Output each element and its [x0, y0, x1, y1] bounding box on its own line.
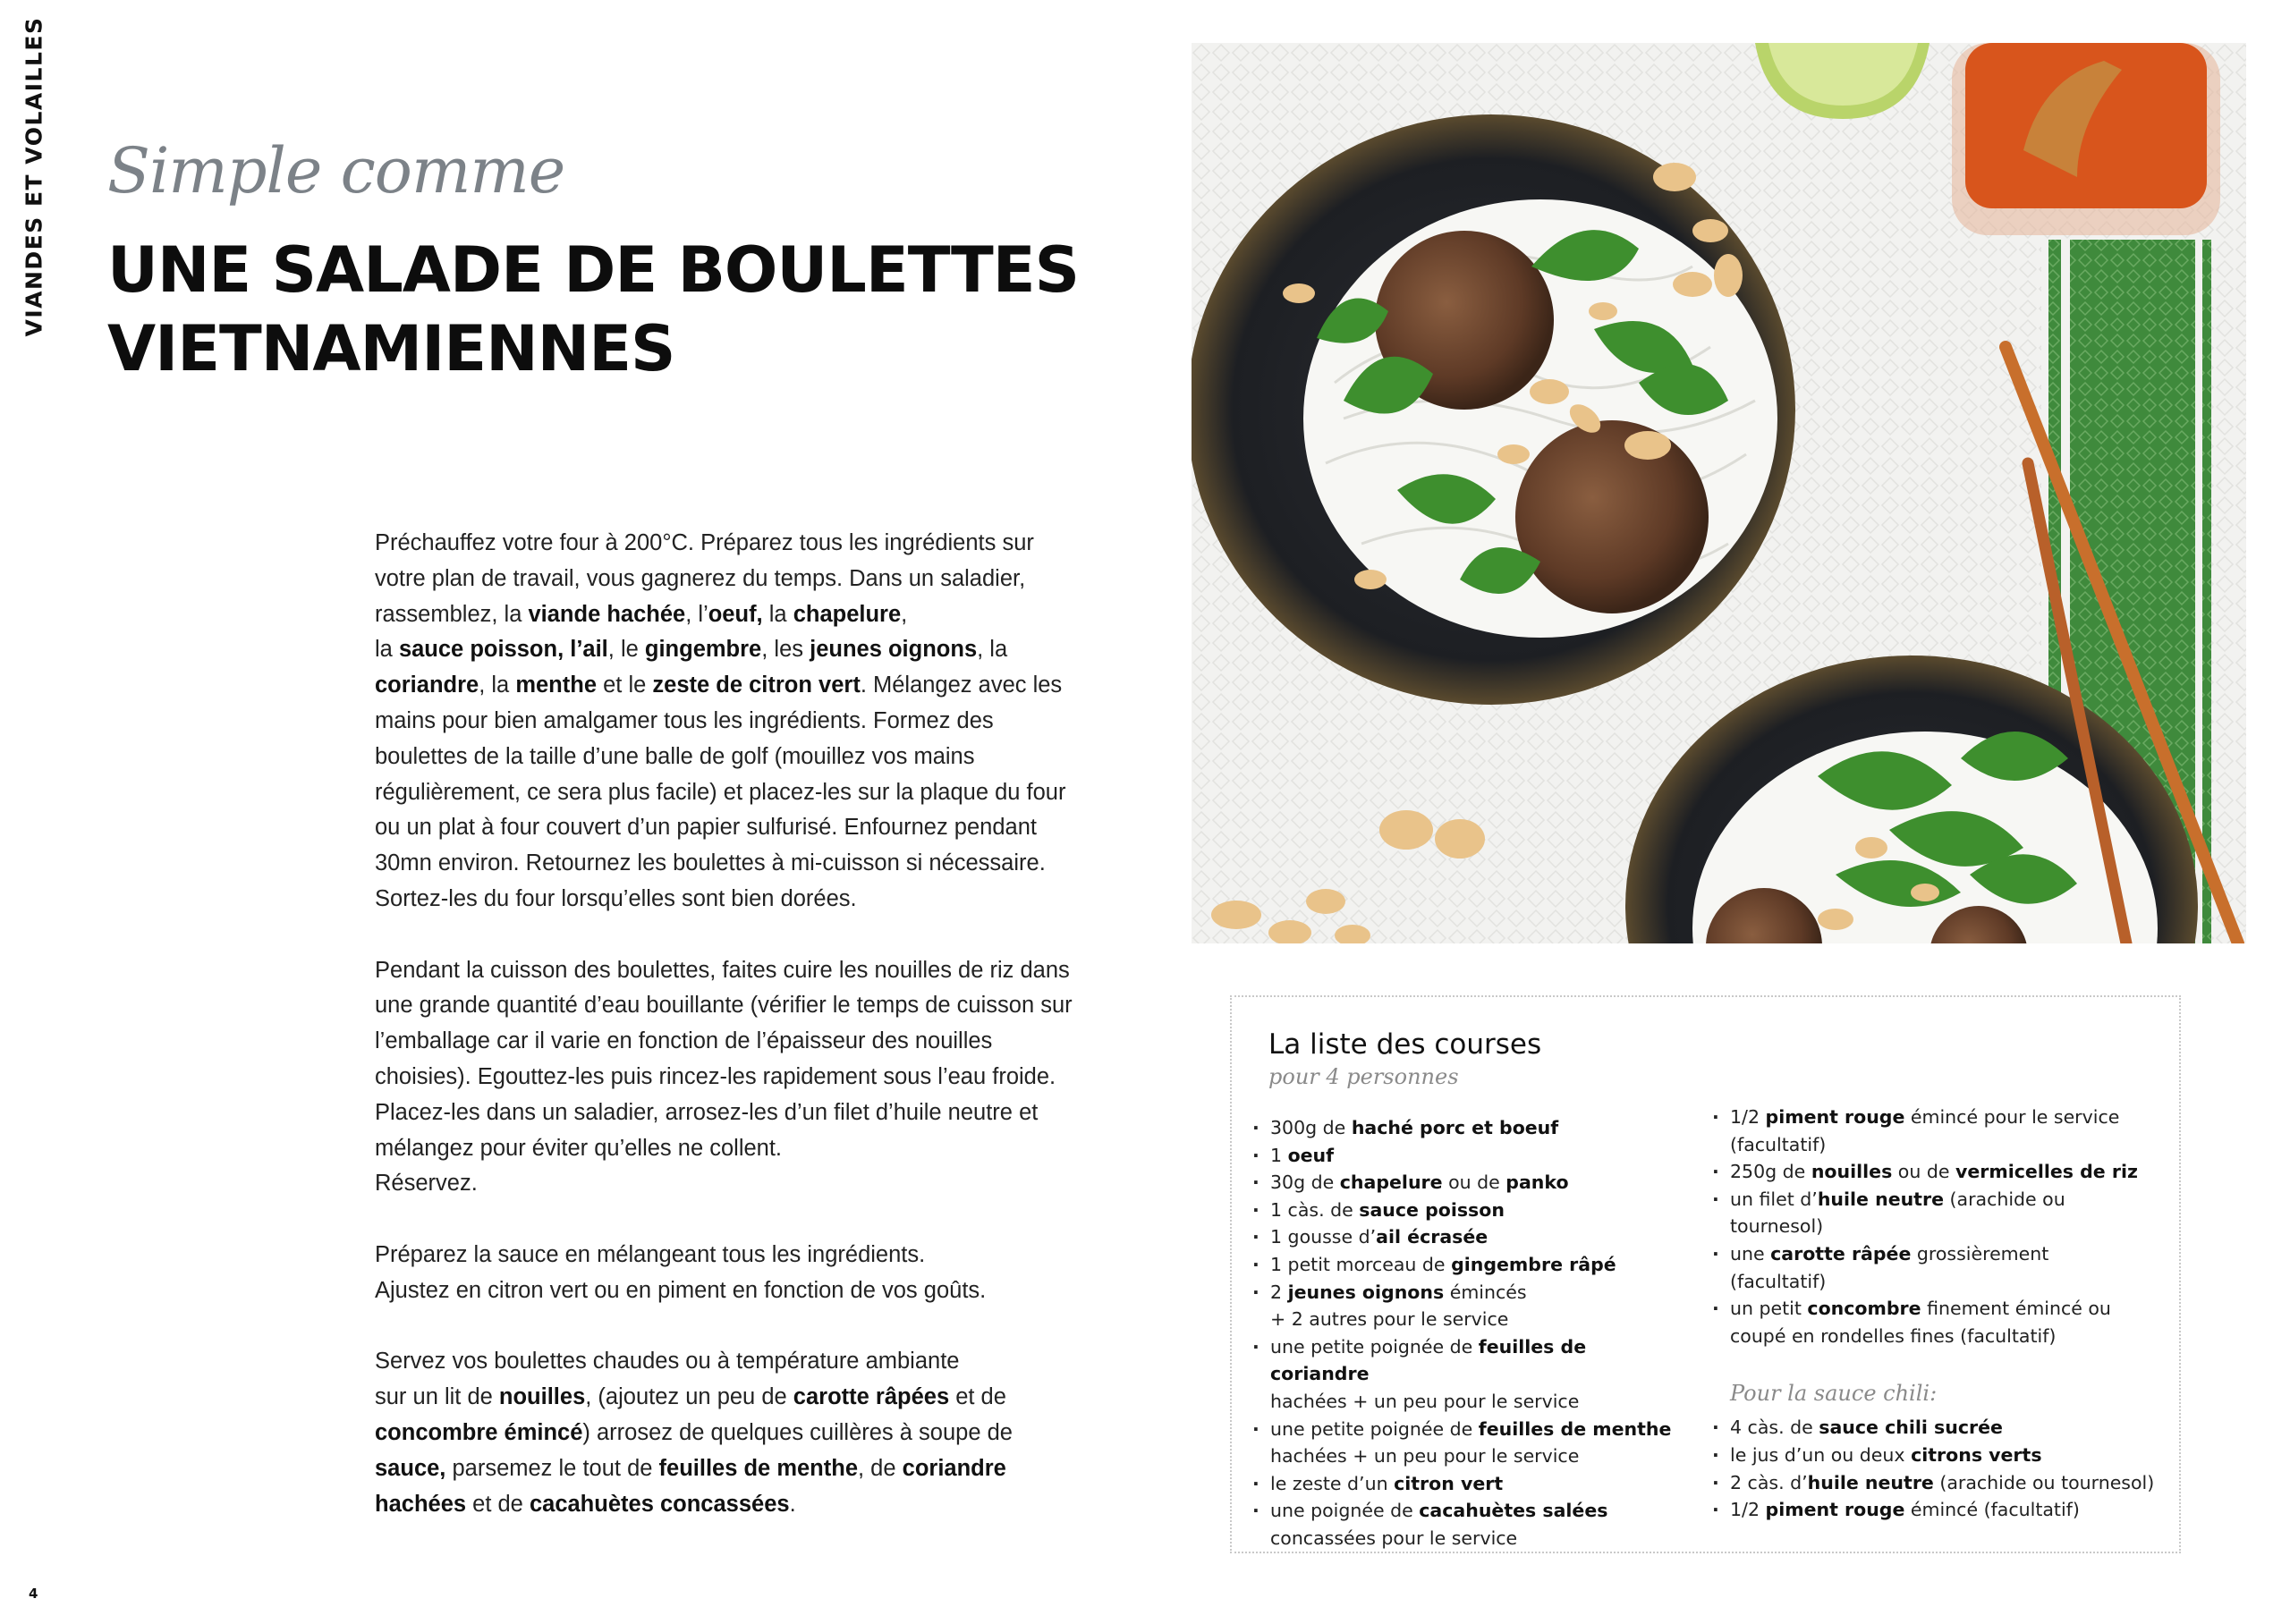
ingredient-highlight: concombre émincé: [375, 1419, 583, 1445]
ingredient-item: · 1/2 piment rouge émincé (facultatif): [1712, 1496, 2159, 1524]
ingredient-item: · un petit concombre finement émincé ou coupé en rondelles fines (facultatif): [1712, 1295, 2159, 1349]
ingredient-highlight: menthe: [515, 672, 598, 698]
shopping-list-title: La liste des courses: [1268, 1028, 1542, 1061]
ingredient-highlight: carotte râpée: [1770, 1242, 1912, 1265]
ingredient-highlight: viande hachée: [528, 601, 686, 627]
instruction-paragraph: Préparez la sauce en mélangeant tous les ingrédients. Ajustez en citron vert ou en piment en fonction de vos goûts.: [375, 1241, 987, 1303]
ingredient-item: · le jus d’un ou deux citrons verts: [1712, 1442, 2159, 1469]
ingredient-highlight: sauce,: [375, 1455, 446, 1481]
ingredient-highlight: cacahuètes concassées: [529, 1491, 790, 1517]
ingredient-highlight: coriandre: [375, 672, 479, 698]
ingredient-list: [1712, 1104, 2159, 1349]
ingredient-highlight: feuilles de menthe: [1478, 1417, 1672, 1440]
ingredient-item: · 1 gousse d’ail écrasée: [1252, 1223, 1691, 1251]
ingredient-highlight: gingembre râpé: [1451, 1253, 1616, 1275]
ingredient-highlight: oeuf,: [708, 601, 763, 627]
ingredient-item: · 2 jeunes oignons émincés + 2 autres pour le service: [1252, 1279, 1691, 1333]
food-photo-illustration: [1192, 43, 2246, 943]
ingredient-highlight: jeunes oignons: [810, 637, 978, 663]
ingredient-item: · une petite poignée de feuilles de coriandre hachées + un peu pour le service: [1252, 1333, 1691, 1416]
ingredient-item: · une carotte râpée grossièrement (facultatif): [1712, 1240, 2159, 1295]
page-number: 4: [29, 1586, 38, 1602]
ingredient-item: · 1 petit morceau de gingembre râpé: [1252, 1251, 1691, 1279]
ingredient-highlight: chapelure: [1339, 1171, 1443, 1194]
instruction-paragraph: Servez vos boulettes chaudes ou à température ambiante sur un lit de nouilles, (ajoutez un peu de carotte râpées et de concombre émincé) arrosez de quelques cuillères à soupe de sauce, parsemez le tout de feuilles de menthe, de coriandre hachées et de cacahuètes concassées.: [375, 1349, 1013, 1517]
ingredient-highlight: sauce poisson: [1359, 1198, 1505, 1221]
ingredient-highlight: jeunes oignons: [1287, 1281, 1445, 1303]
ingredient-highlight: cacahuètes salées: [1419, 1500, 1608, 1522]
instructions: [375, 526, 1073, 1558]
ingredient-highlight: sauce poisson, l’ail: [398, 637, 608, 663]
section-label-text: VIANDES ET VOLAILLES: [21, 16, 47, 337]
ingredient-highlight: ail écrasée: [1376, 1226, 1488, 1248]
ingredient-highlight: coriandre hachées: [375, 1455, 1006, 1517]
recipe-title-line-2: VIETNAMIENNES: [107, 312, 675, 385]
ingredient-highlight: feuilles de menthe: [658, 1455, 859, 1481]
ingredient-highlight: gingembre: [644, 637, 762, 663]
ingredient-highlight: panko: [1505, 1171, 1569, 1194]
ingredient-highlight: citrons verts: [1911, 1443, 2042, 1466]
ingredient-item: · 4 càs. de sauce chili sucrée: [1712, 1414, 2159, 1442]
ingredient-item: · 30g de chapelure ou de panko: [1252, 1169, 1691, 1197]
ingredient-highlight: vermicelles de riz: [1955, 1161, 2138, 1183]
ingredient-highlight: concombre: [1807, 1298, 1921, 1320]
ingredient-highlight: feuilles de coriandre: [1270, 1335, 1587, 1385]
sauce-ingredient-list: [1712, 1414, 2159, 1523]
section-label: [16, 16, 52, 337]
ingredient-item: · une petite poignée de feuilles de menthe hachées + un peu pour le service: [1252, 1416, 1691, 1470]
ingredient-item: · 250g de nouilles ou de vermicelles de riz: [1712, 1158, 2159, 1186]
ingredient-highlight: huile neutre: [1807, 1471, 1934, 1493]
ingredient-list: [1252, 1114, 1691, 1552]
recipe-title: [107, 231, 1136, 388]
ingredient-item: · un filet d’huile neutre (arachide ou tournesol): [1712, 1186, 2159, 1240]
sauce-subtitle: Pour la sauce chili:: [1730, 1381, 1938, 1407]
ingredient-highlight: zeste de citron vert: [652, 672, 861, 698]
ingredient-highlight: chapelure: [793, 601, 902, 627]
ingredient-highlight: haché porc et boeuf: [1351, 1117, 1559, 1138]
shopping-list-column-1: [1252, 1114, 1691, 1552]
ingredient-item: · une poignée de cacahuètes salées concassées pour le service: [1252, 1497, 1691, 1552]
ingredient-highlight: nouilles: [498, 1384, 586, 1410]
ingredient-item: · 1 oeuf: [1252, 1142, 1691, 1170]
instruction-paragraph: Préchauffez votre four à 200°C. Préparez tous les ingrédients sur votre plan de travail, vous gagnerez du temps. Dans un saladier, rassemblez, la viande hachée, l’oeuf, la chapelure, la sauce poisson, l’ail, le gingembre, les jeunes oignons, la coriandre, la menthe et le zeste de citron vert. Mélangez avec les mains pour bien amalgamer tous les ingrédients. Formez des boulettes de la taille d’une balle de golf (mouillez vos mains régulièrement, ce sera plus facile) et placez-les sur la plaque du four ou un plat à four couvert d’un papier sulfurisé. Enfournez pendant 30mn environ. Retournez les boulettes à mi-cuisson si nécessaire. Sortez-les du four lorsqu’elles sont bien dorées.: [375, 530, 1066, 911]
ingredient-item: · 1 càs. de sauce poisson: [1252, 1197, 1691, 1224]
ingredient-highlight: nouilles: [1811, 1161, 1893, 1183]
ingredient-item: · 1/2 piment rouge émincé pour le service (facultatif): [1712, 1104, 2159, 1158]
shopping-list-column-2: [1712, 1104, 2159, 1524]
recipe-title-line-1: UNE SALADE DE BOULETTES: [107, 233, 1080, 307]
recipe-kicker: Simple comme: [107, 134, 565, 207]
ingredient-highlight: carotte râpées: [793, 1384, 950, 1410]
ingredient-highlight: oeuf: [1287, 1144, 1335, 1166]
ingredient-item: · 2 càs. d’huile neutre (arachide ou tournesol): [1712, 1469, 2159, 1497]
instruction-paragraph: Pendant la cuisson des boulettes, faites cuire les nouilles de riz dans une grande quantité d’eau bouillante (vérifier le temps de cuisson sur l’emballage car il varie en fonction de l’épaisseur des nouilles choisies). Egouttez-les puis rincez-les rapidement sous l’eau froide. Placez-les dans un saladier, arrosez-les d’un filet d’huile neutre et mélangez pour éviter qu’elles ne collent. Réservez.: [375, 957, 1073, 1197]
ingredient-highlight: huile neutre: [1817, 1188, 1945, 1210]
ingredient-highlight: citron vert: [1394, 1472, 1504, 1494]
shopping-list-servings: pour 4 personnes: [1268, 1064, 1459, 1089]
ingredient-highlight: sauce chili sucrée: [1819, 1417, 2003, 1439]
recipe-photo: [1192, 43, 2246, 943]
ingredient-highlight: piment rouge: [1765, 1106, 1905, 1128]
ingredient-item: · 300g de haché porc et boeuf: [1252, 1114, 1691, 1142]
ingredient-item: · le zeste d’un citron vert: [1252, 1470, 1691, 1498]
ingredient-highlight: piment rouge: [1765, 1499, 1905, 1521]
